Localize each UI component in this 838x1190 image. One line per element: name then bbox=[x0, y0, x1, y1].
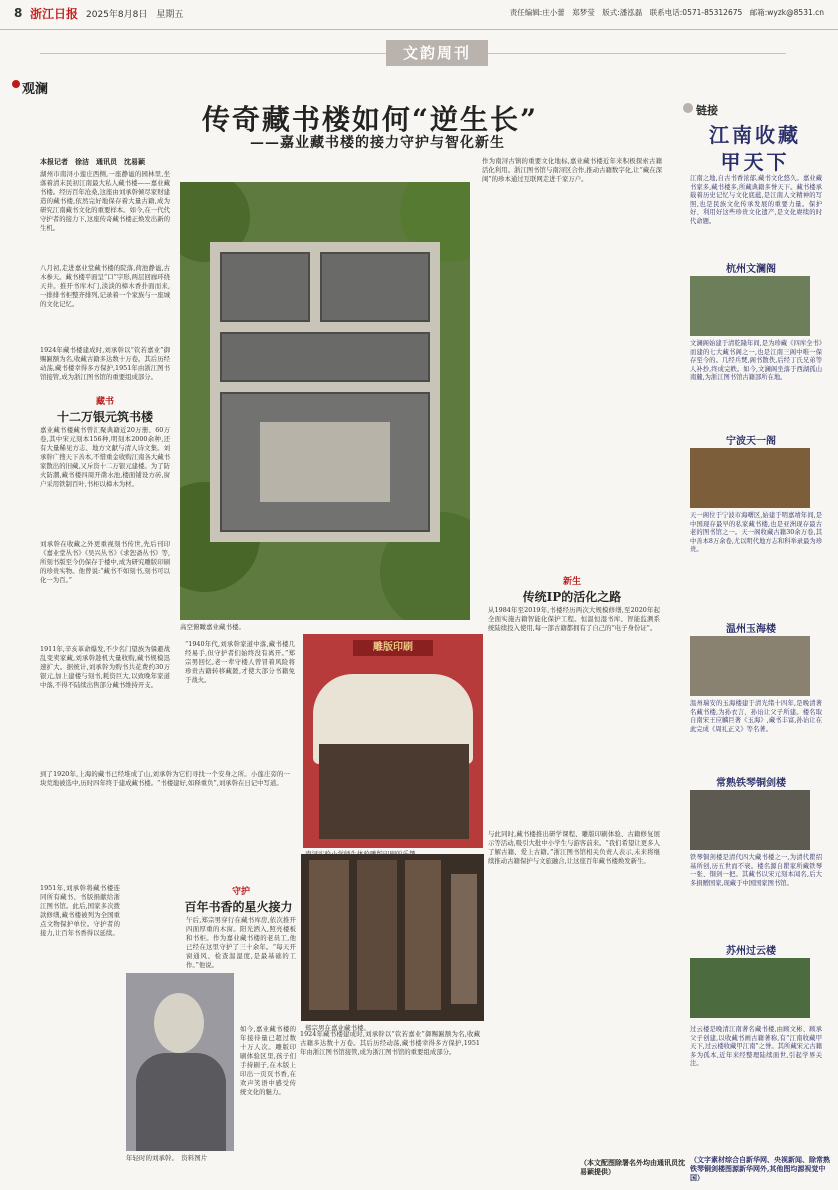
column-marker-icon bbox=[12, 80, 20, 88]
issue-date: 2025年8月8日 星期五 bbox=[86, 10, 184, 20]
sidebar-title-line2: 甲天下 bbox=[720, 150, 790, 174]
sidebar-item-text: 过云楼是晚清江南著名藏书楼,由顾文彬、顾承父子创建,以收藏书画古籍著称,有“江南收藏甲天下,过云楼收藏甲江南”之誉。其所藏宋元古籍多为孤本,近年来经整理陆续面世,引起学界关注。 bbox=[690, 1026, 822, 1068]
sidebar-title: 江南收藏 bbox=[709, 123, 801, 147]
sidebar-item-text: 温州瑞安的玉海楼建于清光绪十四年,是晚清著名藏书楼,为孙衣言、孙诒让父子所建。楼名取自南宋王应麟巨著《玉海》,藏书丰富,孙诒让在此完成《周礼正义》等名著。 bbox=[690, 700, 822, 733]
photo-credit: （本文配图除署名外均由通讯员沈易颖提供） bbox=[580, 1158, 685, 1176]
students-photo bbox=[303, 634, 483, 848]
sidebar-item-title: 杭州文澜阁 bbox=[726, 264, 776, 275]
yuhai-photo bbox=[690, 636, 810, 696]
paragraph: 八月初,走进嘉业堂藏书楼的院落,荷池静谧,古木参天。藏书楼平面呈“口”字形,两层回廊环绕天井。推开书库木门,淡淡的樟木香扑面而来,一排排书柜整齐排列,记录着一个家族与一座城的文化记忆。 bbox=[40, 264, 170, 308]
paragraph: 作为南浔古镇的重要文化地标,嘉业藏书楼近年来积极探索古籍活化利用。浙江图书馆与南浔区合作,推动古籍数字化,让“藏在深闺”的珍本通过互联网走进千家万户。 bbox=[482, 157, 662, 183]
banner: 雕版印刷 bbox=[353, 640, 433, 656]
sidebar-intro: 江南之地,自古书香浓郁,藏书文化悠久。嘉业藏书家多,藏书楼多,所藏典籍多誉天下。藏书楼承载着历史记忆与文化底蕴,是江南人文精神的写照,也是民族文化传承发展的重要力量。保护好、利用好这些珍贵文化遗产,是文化赓续的时代命题。 bbox=[690, 175, 822, 225]
section-heading: 百年书香的星火接力 bbox=[184, 900, 293, 914]
section-heading: 十二万银元筑书楼 bbox=[56, 410, 153, 424]
section-name: 文韵周刊 bbox=[386, 40, 488, 66]
guoyun-photo bbox=[690, 958, 810, 1018]
portrait-caption: 年轻时的刘承幹。 资料图片 bbox=[126, 1154, 208, 1162]
paper-name: 浙江日报 bbox=[30, 7, 79, 21]
aerial-caption: 高空俯瞰嘉业藏书楼。 bbox=[180, 623, 245, 631]
paragraph: 嘉业藏书楼藏书曾汇聚典籍近20万册、60万卷,其中宋元刻本156种,明刻本2000余种,还有大量稀见方志、地方文献与清人诗文集。刘承幹广搜天下善本,不惜重金收购江南各大藏书家散出的旧藏,又斥资十二万银元建楼。为了防火防潮,藏书楼四周开凿水池,楼面铺设方砖,窗户采用铁制百叶,书柜以樟木为材。 bbox=[40, 426, 170, 488]
section-heading: 传统IP的活化之路 bbox=[522, 590, 622, 604]
sidebar-item-text: 铁琴铜剑楼是清代四大藏书楼之一,为清代瞿绍基所创,历五世而不衰。楼名源自瞿家所藏铁琴一张、铜剑一把。其藏书以宋元刻本闻名,后大多捐赠国家,现藏于中国国家图书馆。 bbox=[690, 854, 822, 887]
paragraph: 刘承幹在收藏之外更重视刻书传世,先后刊印《嘉业堂丛书》《吴兴丛书》《求恕斋丛书》等,所刻书版至今仍保存于楼中,成为研究雕版印刷的珍贵实物。他曾说:“藏书不如刻书,刻书可以化一为百。” bbox=[40, 540, 170, 584]
sidebar-item-title: 温州玉海楼 bbox=[726, 624, 776, 635]
byline: 本报记者 徐洁 通讯员 沈易颖 bbox=[40, 158, 145, 166]
section-tag: 新生 bbox=[562, 577, 581, 587]
subheadline: ——嘉业藏书楼的接力守护与智化新生 bbox=[250, 135, 505, 151]
paragraph: “1940年代,刘承幹家道中落,藏书楼几经易手,但守护者们始终没有离开。”郑宗男回忆,老一辈守楼人曾冒着风险将珍贵古籍转移藏匿,才使大部分书籍免于战火。 bbox=[185, 640, 295, 684]
sidebar-footnote: （文字素材综合自新华网、央视新闻、除常熟铁琴铜剑楼图源新华网外,其他图均源视觉中国） bbox=[690, 1155, 830, 1182]
paragraph: 到了1920年,上海的藏书已经堆成了山,刘承幹为它们寻找一个安身之所。小莲庄旁的一块荒地被选中,历时四年终于建成藏书楼。“书楼建好,如释重负”,刘承幹在日记中写道。 bbox=[40, 770, 290, 787]
paragraph: 与此同时,藏书楼推出研学课程、雕版印刷体验、古籍修复展示等活动,吸引大批中小学生与游客前来。“我们希望让更多人了解古籍、爱上古籍。”浙江图书馆相关负责人表示,未来将继续推动古籍保护与文旅融合,让这座百年藏书楼焕发新生。 bbox=[488, 830, 660, 865]
page-number: 8 bbox=[14, 6, 23, 20]
paragraph: 从1984年至2019年,书楼经历两次大规模修缮,至2020年起全面实施古籍智能化保护工程。恒温恒湿书库、智能监测系统陆续投入使用,每一部古籍都拥有了自己的“电子身份证”。 bbox=[488, 606, 660, 632]
wenlan-photo bbox=[690, 276, 810, 336]
bookshelf-photo bbox=[301, 854, 484, 1021]
sidebar-item-title: 宁波天一阁 bbox=[726, 436, 776, 447]
paragraph: 1924年藏书楼建成时,刘承幹以“钦若嘉业”御赐匾额为名,收藏古籍多达数十万卷。其后历经动荡,藏书楼幸得多方保护,1951年由浙江图书馆接管,成为浙江图书馆的重要组成部分。 bbox=[40, 346, 170, 381]
aerial-photo bbox=[180, 182, 470, 620]
sidebar-item-text: 天一阁位于宁波市海曙区,始建于明嘉靖年间,是中国现存最早的私家藏书楼,也是亚洲现存最古老的图书馆之一。天一阁收藏古籍30余万卷,其中善本8万余卷,尤以明代地方志和科举录最为珍贵。 bbox=[690, 512, 822, 554]
tianyi-photo bbox=[690, 448, 810, 508]
headline: 传奇藏书楼如何“逆生长” bbox=[201, 103, 539, 136]
paragraph: 1911年,辛亥革命爆发,不少名门望族为躲避战乱变卖家藏,刘承幹趁机大量收购,藏书规模迅速扩大。据统计,刘承幹为购书共花费约30万银元,加上建楼与刻书,耗资巨大,以致晚年家道中落,不得不陆续出售部分藏书维持开支。 bbox=[40, 645, 170, 689]
paragraph: 1951年,刘承幹将藏书楼连同所有藏书、书版捐献给浙江图书馆。此后,国家多次拨款修缮,藏书楼被列为全国重点文物保护单位。守护者的接力,让百年书香得以延续。 bbox=[40, 884, 120, 937]
section-tag: 藏书 bbox=[95, 397, 114, 407]
sidebar-item-text: 文澜阁始建于清乾隆年间,是为珍藏《四库全书》而建的七大藏书阁之一,也是江南三阁中唯一保存至今的。几经兵燹,阁书散佚,后经丁氏兄弟等人补抄,终成完帙。如今,文澜阁坐落于西湖孤山南麓,为浙江图书馆古籍部所在地。 bbox=[690, 340, 822, 382]
portrait-photo bbox=[126, 973, 234, 1151]
editors-line: 责任编辑:庄小蕾 郑梦莹 版式:潘泓磊 联系电话:0571-85312675 邮箱:wyzk@8531.cn bbox=[509, 8, 824, 17]
paragraph: 午后,郑宗男穿行在藏书库房,依次推开四面厚重的木窗。阳光洒入,照亮楼板和书柜。作为嘉业藏书楼的老员工,他已经在这里守护了三十余年。“每天开窗通风、检查温湿度,是最基础的工作。”他说。 bbox=[186, 916, 296, 969]
paragraph: 如今,嘉业藏书楼的年接待量已超过数十万人次。雕版印刷体验区里,孩子们手持刷子,在木版上印出一页页书香,在欢声笑语中感受传统文化的魅力。 bbox=[240, 1025, 296, 1096]
sidebar-item-title: 苏州过云楼 bbox=[726, 946, 776, 957]
paragraph: 1924年藏书楼建成时,刘承幹以“钦若嘉业”御赐匾额为名,收藏古籍多达数十万卷。其后历经动荡,藏书楼幸得多方保护,1951年由浙江图书馆接管,成为浙江图书馆的重要组成部分。 bbox=[300, 1030, 480, 1056]
sidebar-tag: 链接 bbox=[696, 104, 718, 117]
bookshelf-caption: 郑宗男在嘉业藏书楼。 bbox=[305, 1024, 370, 1032]
tieqin-photo bbox=[690, 790, 810, 850]
sidebar-item-title: 常熟铁琴铜剑楼 bbox=[716, 778, 786, 789]
column-tag: 观澜 bbox=[22, 82, 49, 97]
section-tag: 守护 bbox=[231, 887, 250, 897]
intro-paragraph: 湖州市南浔小莲庄西侧,一座静谧的园林里,坐落着清末民初江南最大私人藏书楼——嘉业藏书楼。经历百年沧桑,这座由刘承幹倾尽家财建造的藏书楼,依然完好地保存着大量古籍,成为研究江南藏书文化的重要样本。如今,在一代代守护者的接力下,这座传奇藏书楼正焕发出新的生机。 bbox=[40, 170, 170, 232]
link-icon bbox=[683, 103, 693, 113]
